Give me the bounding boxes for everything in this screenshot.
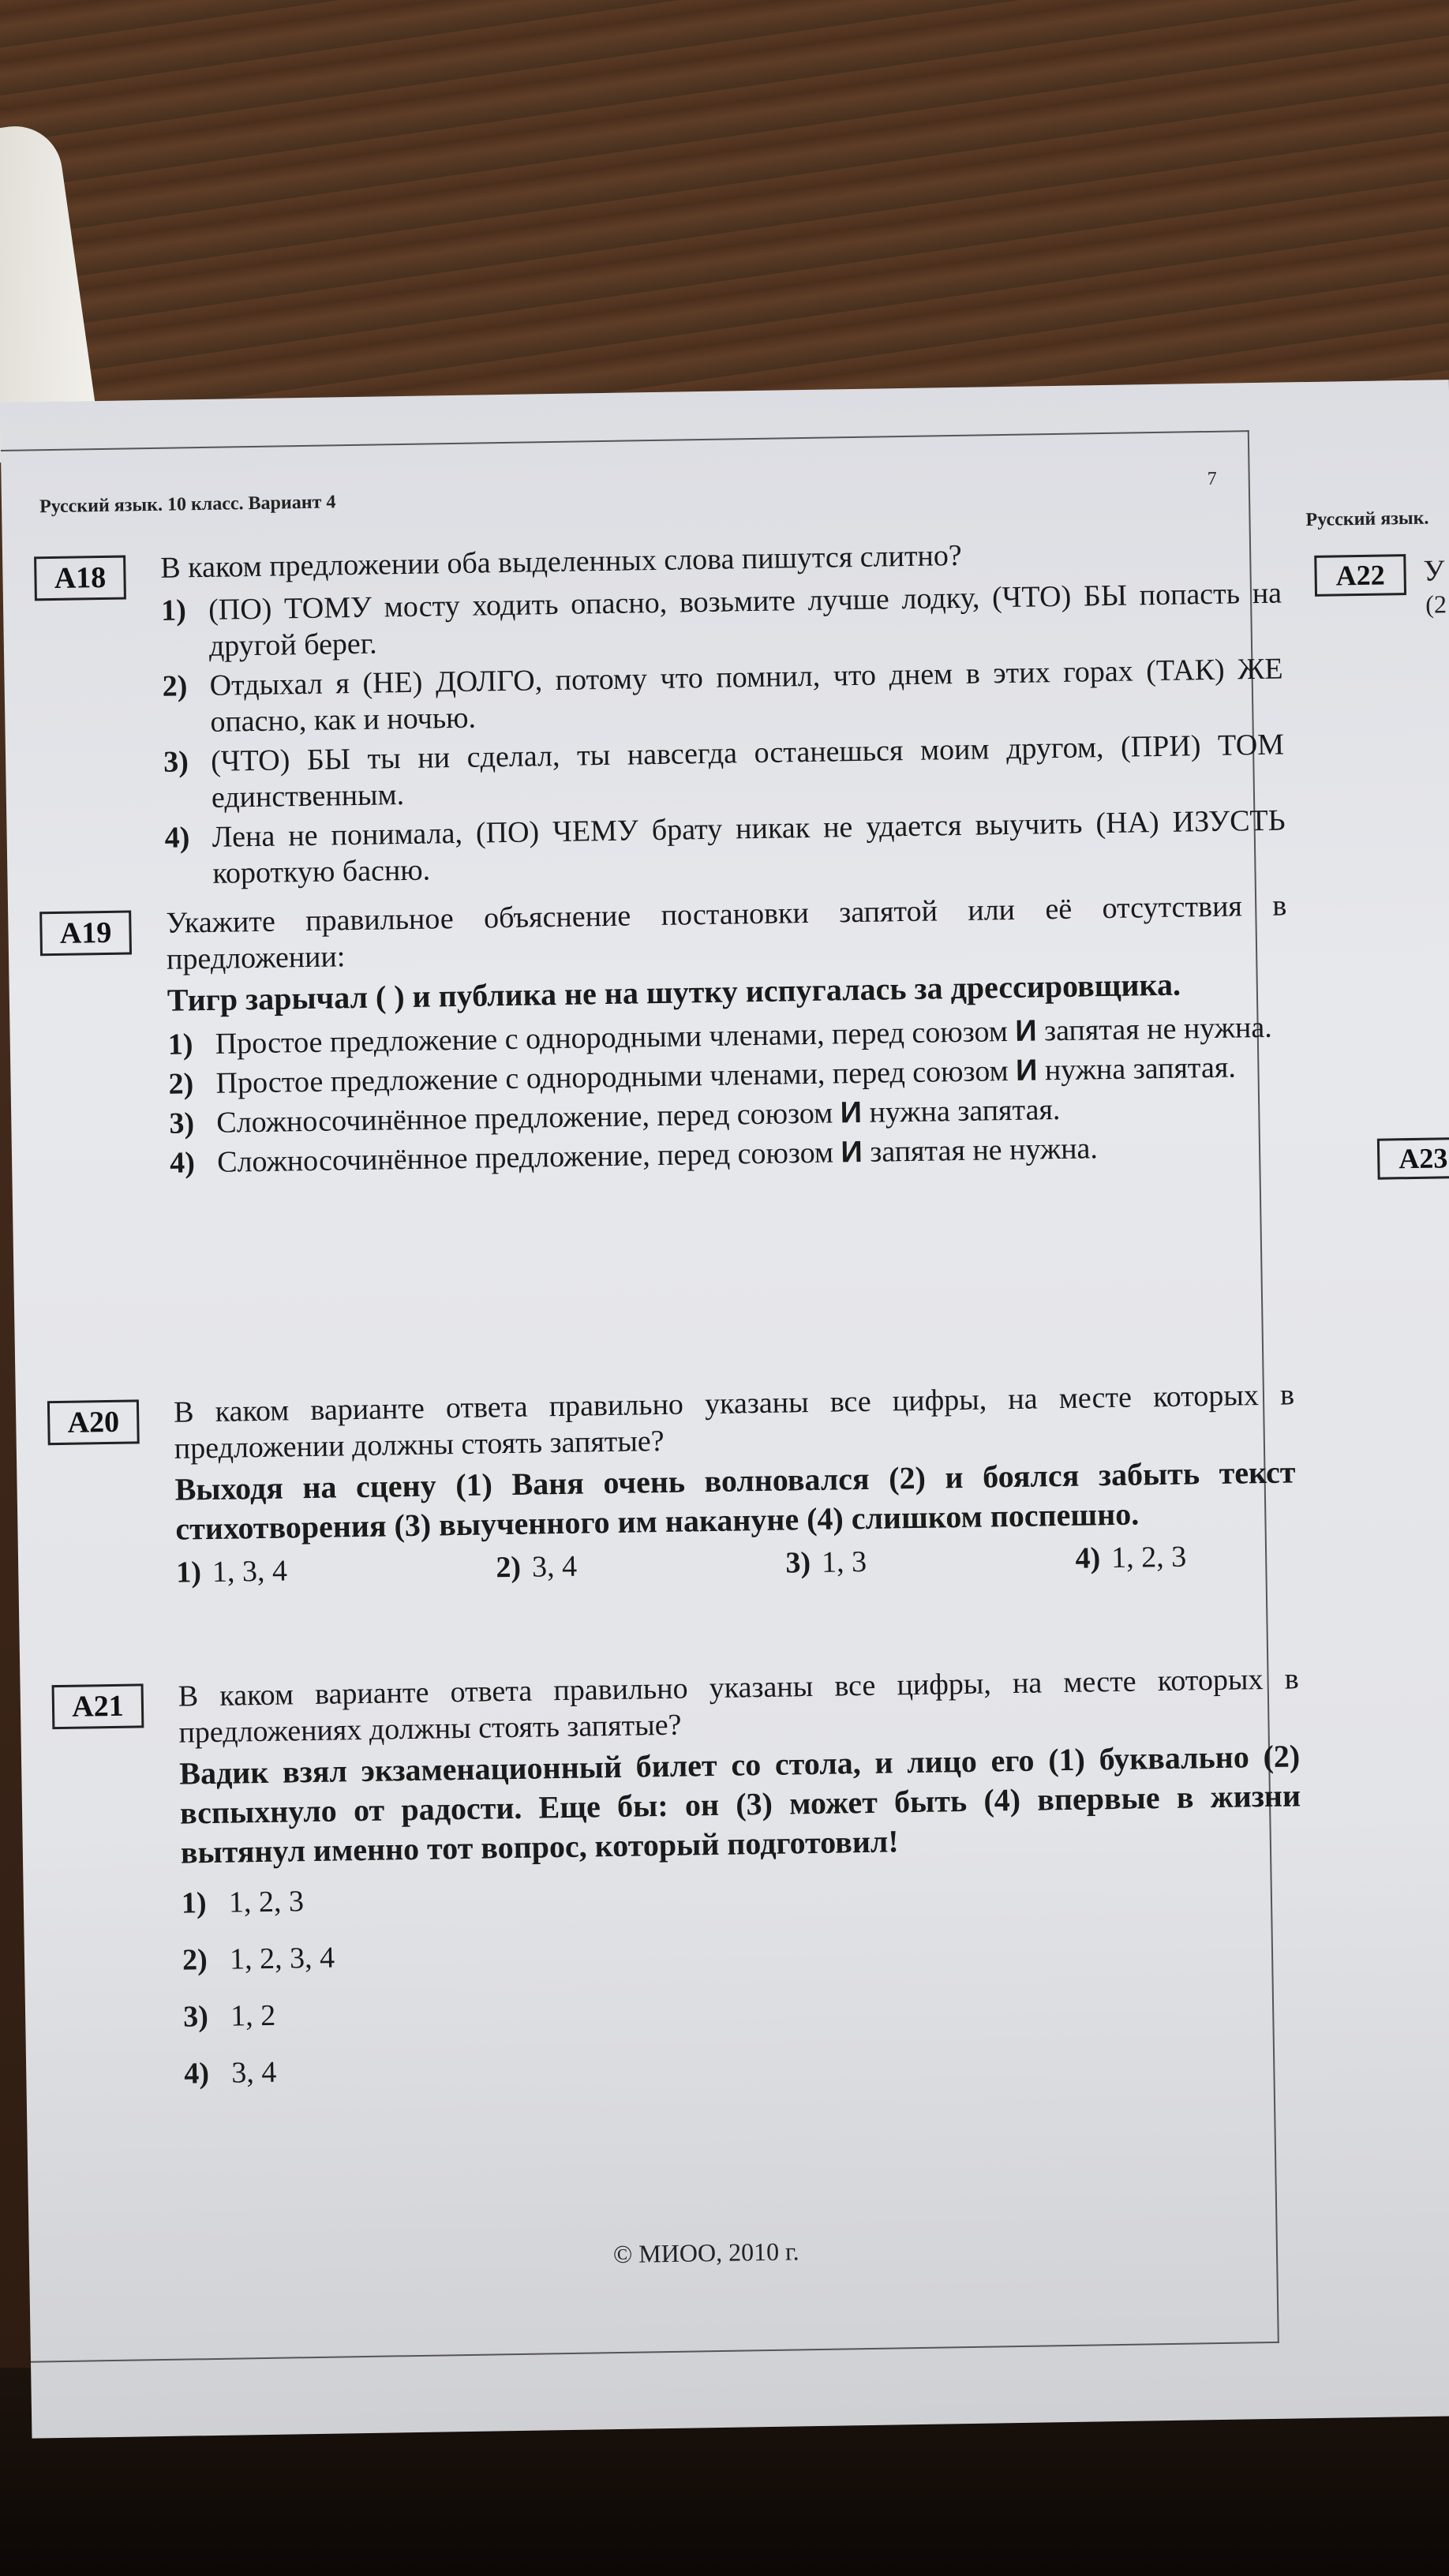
answer-option: 4) 3, 4 xyxy=(183,2055,277,2091)
task-a20 xyxy=(47,1376,1297,1592)
copyright: © МИОО, 2010 г. xyxy=(612,2237,799,2269)
task-sentence: Тигр зарычал ( ) и публика не на шутку испугалась за дрессировщика. xyxy=(167,966,1181,1018)
answer-option: 3) 1, 2 xyxy=(182,1998,276,2034)
task-question: В каком варианте ответа правильно указаны все цифры, на месте которых в предложениях должны стоять запятые? xyxy=(178,1662,1299,1750)
wooden-table-background xyxy=(0,0,1449,442)
answer-option: 4) Лена не понимала, (ПО) ЧЕМУ брату никак не удается выучить (НА) ИЗУСТЬ короткую басню. xyxy=(164,803,1286,890)
task-a19 xyxy=(39,887,1290,1186)
task-question: В каком варианте ответа правильно указаны все цифры, на месте которых в предложении должны стоять запятые? xyxy=(173,1378,1295,1466)
answer-option: 1) 1, 2, 3 xyxy=(181,1885,305,1920)
answer-option: 3) 1, 3 xyxy=(785,1544,867,1580)
answer-option: 4) Сложносочинённое предложение, перед союзом И запятая не нужна. xyxy=(169,1132,1099,1180)
right-page-fragment xyxy=(1264,427,1449,2339)
answer-option: 4) 1, 2, 3 xyxy=(1075,1540,1187,1575)
answer-option: 2) 3, 4 xyxy=(496,1549,578,1585)
answer-options xyxy=(167,1009,1290,1181)
answer-option: 1) Простое предложение с однородными членами, перед союзом И запятая не нужна. xyxy=(167,1010,1273,1061)
cut-off-text: У xyxy=(1423,554,1445,588)
task-number-box: A19 xyxy=(39,910,132,956)
task-number-box: A20 xyxy=(47,1399,140,1445)
task-number-box: A18 xyxy=(34,556,126,601)
answer-option: 1) 1, 3, 4 xyxy=(175,1554,288,1589)
answer-option: 3) (ЧТО) БЫ ты ни сделал, ты навсегда останешься моим другом, (ПРИ) ТОМ единственным. xyxy=(163,728,1285,814)
task-sentence: Выходя на сцену (1) Ваня очень волновался (2) и боялся забыть текст стихотворения (3) выученного им накануне (4) слишком поспешно. xyxy=(174,1454,1296,1547)
page-header: Русский язык. 10 класс. Вариант 4 xyxy=(39,492,336,518)
task-number-box: A23 xyxy=(1377,1137,1449,1180)
answer-options xyxy=(161,575,1286,893)
answer-option: 1) (ПО) ТОМУ мосту ходить опасно, возьмите лучше лодку, (ЧТО) БЫ попасть на другой берег. xyxy=(160,576,1282,663)
task-a21 xyxy=(51,1661,1305,2114)
answer-option: 2) Отдыхал я (НЕ) ДОЛГО, потому что помнил, что днем в этих горах (ТАК) ЖЕ опасно, как и ночью. xyxy=(162,652,1283,739)
answer-option: 2) Простое предложение с однородными членами, перед союзом И нужна запятая. xyxy=(168,1050,1237,1101)
task-question: Укажите правильное объяснение постановки запятой или её отсутствия в предложении: xyxy=(166,889,1287,976)
task-number-box: A21 xyxy=(52,1683,144,1729)
answer-option: 3) Сложносочинённое предложение, перед союзом И нужна запятая. xyxy=(169,1093,1061,1140)
task-question: В каком предложении оба выделенных слова пишутся слитно? xyxy=(159,538,963,585)
task-number-box: A22 xyxy=(1314,554,1406,597)
task-a18 xyxy=(34,533,1286,898)
answer-options xyxy=(182,1867,1305,2091)
right-page-header: Русский язык. xyxy=(1305,507,1429,531)
answer-option: 2) 1, 2, 3, 4 xyxy=(182,1941,335,1977)
page-number: 7 xyxy=(1207,468,1217,489)
exam-sheet xyxy=(0,380,1449,2439)
task-sentence: Вадик взял экзаменационный билет со стола, и лицо его (1) буквально (2) вспыхнуло от радости. Еще бы: он (3) может быть (4) впервые в жизни вытянул именно тот вопрос, который подготовил! xyxy=(178,1738,1301,1870)
cut-off-text: (2 xyxy=(1425,590,1447,619)
